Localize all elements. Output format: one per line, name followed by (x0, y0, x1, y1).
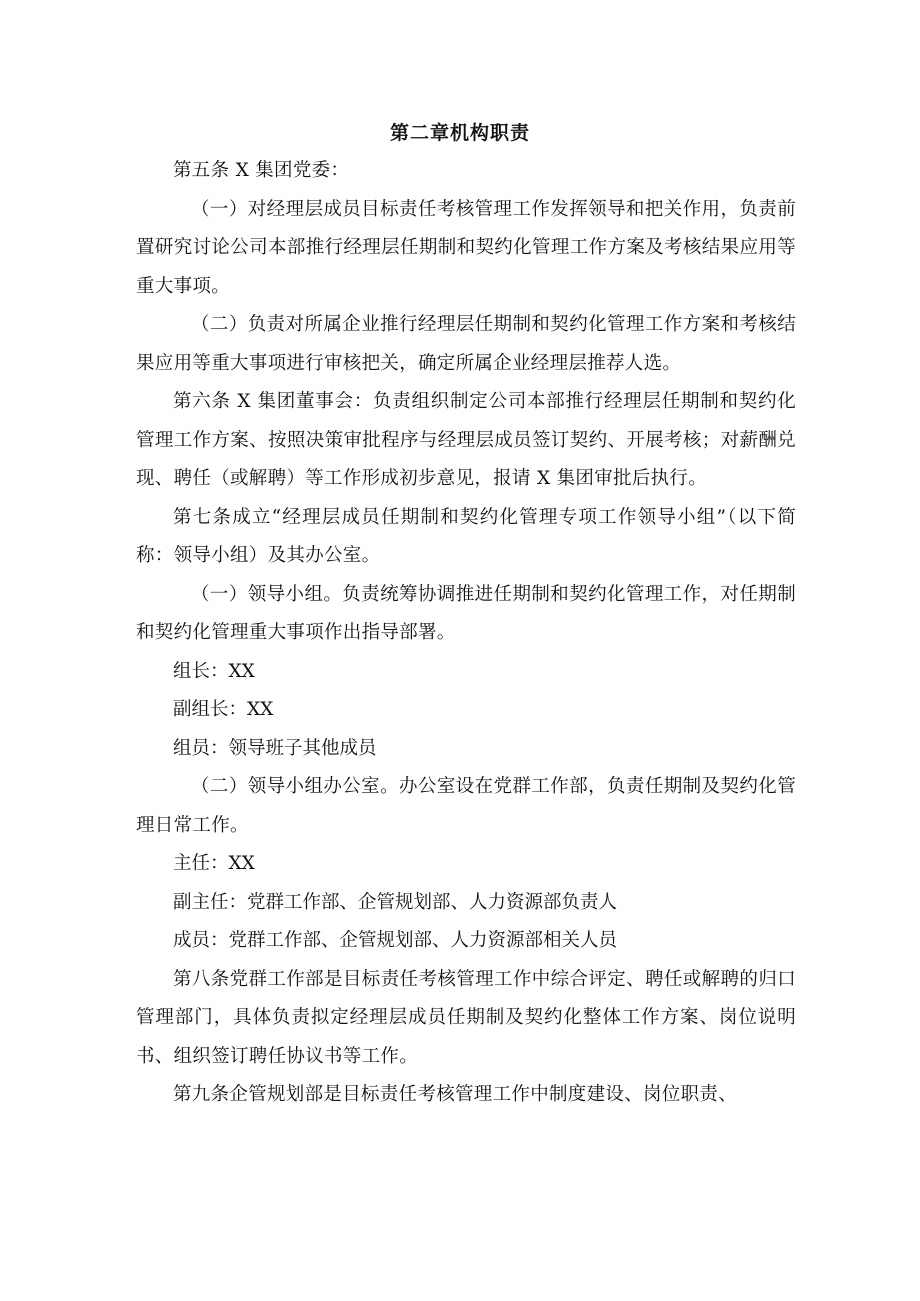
article-7: 第七条成立“经理层成员任期制和契约化管理专项工作领导小组”（以下简称：领导小组）及其办公室。 (136, 506, 796, 566)
article-5-heading: 第五条 X 集团党委： (173, 160, 350, 181)
group-members: 组员：领导班子其他成员 (173, 737, 377, 759)
article-9: 第九条企管规划部是目标责任考核管理工作中制度建设、岗位职责、 (173, 1084, 738, 1105)
article-7-item-1: （一）领导小组。负责统筹协调推进任期制和契约化管理工作，对任期制和契约化管理重大事项作出指导部署。 (136, 583, 796, 643)
office-members: 成员：党群工作部、企管规划部、人力资源部相关人员 (173, 930, 618, 951)
article-6: 第六条 X 集团董事会：负责组织制定公司本部推行经理层任期制和契约化管理工作方案、按照决策审批程序与经理层成员签订契约、开展考核；对薪酬兑现、聘任（或解聘）等工作形成初步意见，报请 X 集团审批后执行。 (136, 391, 796, 489)
article-7-item-2: （二）领导小组办公室。办公室设在党群工作部，负责任期制及契约化管理日常工作。 (136, 776, 796, 836)
deputy-group-leader: 副组长：XX (173, 699, 274, 720)
article-8: 第八条党群工作部是目标责任考核管理工作中综合评定、聘任或解聘的归口管理部门，具体负责拟定经理层成员任期制及契约化整体工作方案、岗位说明书、组织签订聘任协议书等工作。 (136, 968, 796, 1067)
article-5-item-1: （一）对经理层成员目标责任考核管理工作发挥领导和把关作用，负责前置研究讨论公司本部推行经理层任期制和契约化管理工作方案及考核结果应用等重大事项。 (136, 198, 796, 297)
document-body (136, 152, 796, 1115)
chapter-title: 第二章机构职责 (389, 122, 530, 144)
office-deputy-director: 副主任：党群工作部、企管规划部、人力资源部负责人 (173, 891, 618, 913)
office-director: 主任：XX (173, 853, 255, 874)
group-leader: 组长：XX (173, 660, 255, 682)
article-5-item-2: （二）负责对所属企业推行经理层任期制和契约化管理工作方案和考核结果应用等重大事项进行审核把关，确定所属企业经理层推荐人选。 (136, 314, 796, 374)
